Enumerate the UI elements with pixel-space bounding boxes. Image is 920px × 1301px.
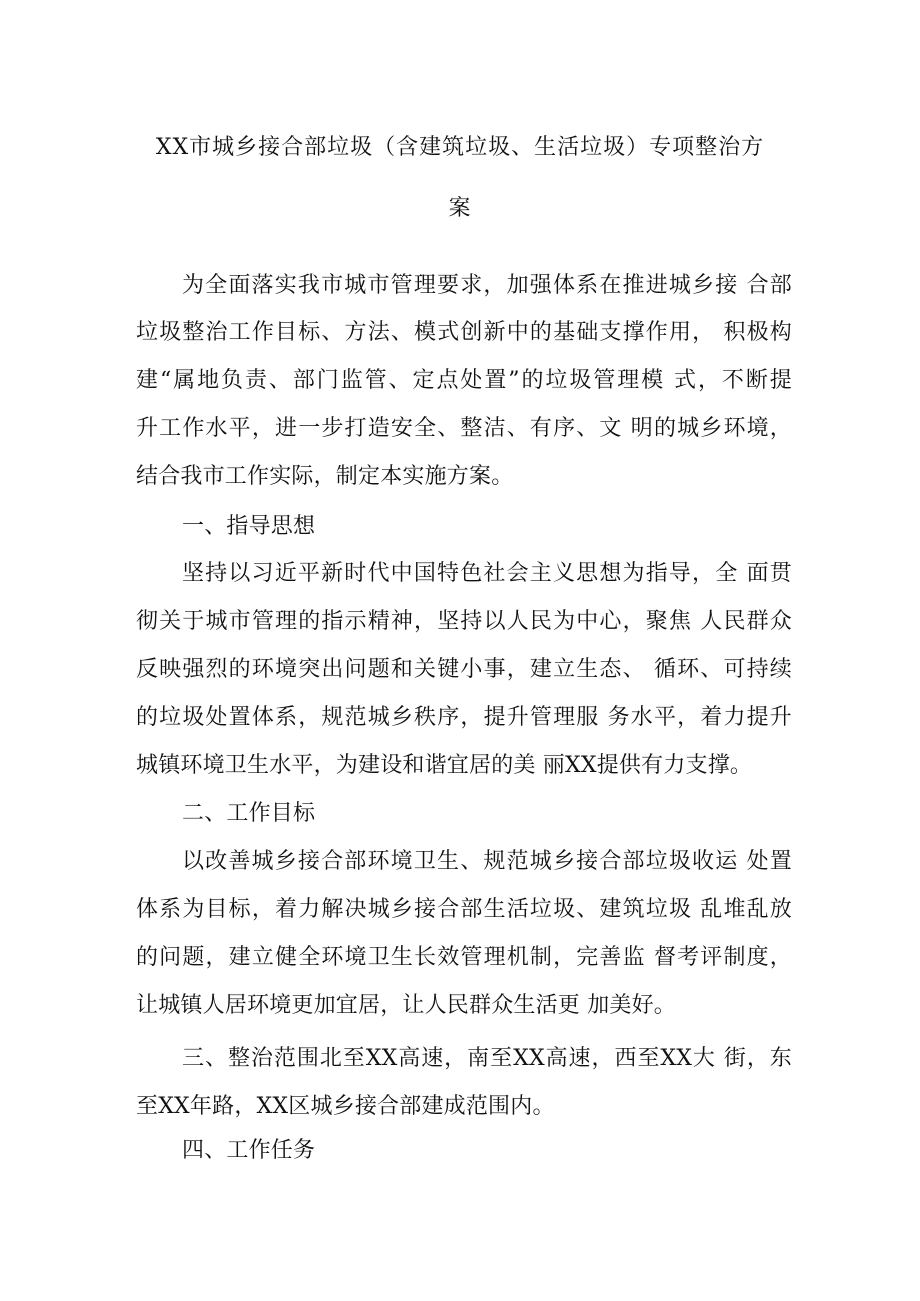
body-line: 坚持以习近平新时代中国特色社会主义思想为指导，全 面贯 xyxy=(182,561,792,586)
body-line: 以改善城乡接合部环境卫生、规范城乡接合部垃圾收运 处置 xyxy=(182,849,792,874)
body-line: 城镇环境卫生水平，为建设和谐宜居的美 丽XX提供有力支撑。 xyxy=(136,753,753,778)
section-heading: 二、工作目标 xyxy=(182,801,316,826)
body-line: 为全面落实我市城市管理要求，加强体系在推进城乡接 合部 xyxy=(182,273,792,298)
body-line: 体系为目标，着力解决城乡接合部生活垃圾、建筑垃圾 乱堆乱放 xyxy=(136,897,792,922)
body-line: 让城镇人居环境更加宜居，让人民群众生活更 加美好。 xyxy=(136,993,676,1018)
section-heading: 一、指导思想 xyxy=(182,514,316,539)
body-line: 反映强烈的环境突出问题和关键小事，建立生态、 循环、可持续 xyxy=(136,657,792,682)
body-line: 至XX年路，XX区城乡接合部建成范围内。 xyxy=(136,1094,555,1119)
body-line: 的垃圾处置体系，规范城乡秩序，提升管理服 务水平，着力提升 xyxy=(136,705,792,730)
body-line: 结合我市工作实际，制定本实施方案。 xyxy=(136,464,514,489)
document-title-line-2: 案 xyxy=(448,196,472,221)
body-line: 升工作水平，进一步打造安全、整洁、有序、文 明的城乡环境， xyxy=(136,416,792,441)
body-line: 彻关于城市管理的指示精神，坚持以人民为中心，聚焦 人民群众 xyxy=(136,609,792,634)
body-line: 建“属地负责、部门监管、定点处置”的垃圾管理模 式，不断提 xyxy=(136,368,792,393)
body-line: 的问题，建立健全环境卫生长效管理机制，完善监 督考评制度， xyxy=(136,945,792,970)
document-title-line-1: XX市城乡接合部垃圾（含建筑垃圾、生活垃圾）专项整治方 xyxy=(155,135,765,160)
body-line: 垃圾整治工作目标、方法、模式创新中的基础支撑作用， 积极构 xyxy=(136,320,792,345)
section-heading: 三、整治范围北至XX高速，南至XX高速，西至XX大 街，东 xyxy=(182,1046,792,1071)
section-heading: 四、工作任务 xyxy=(182,1138,316,1163)
